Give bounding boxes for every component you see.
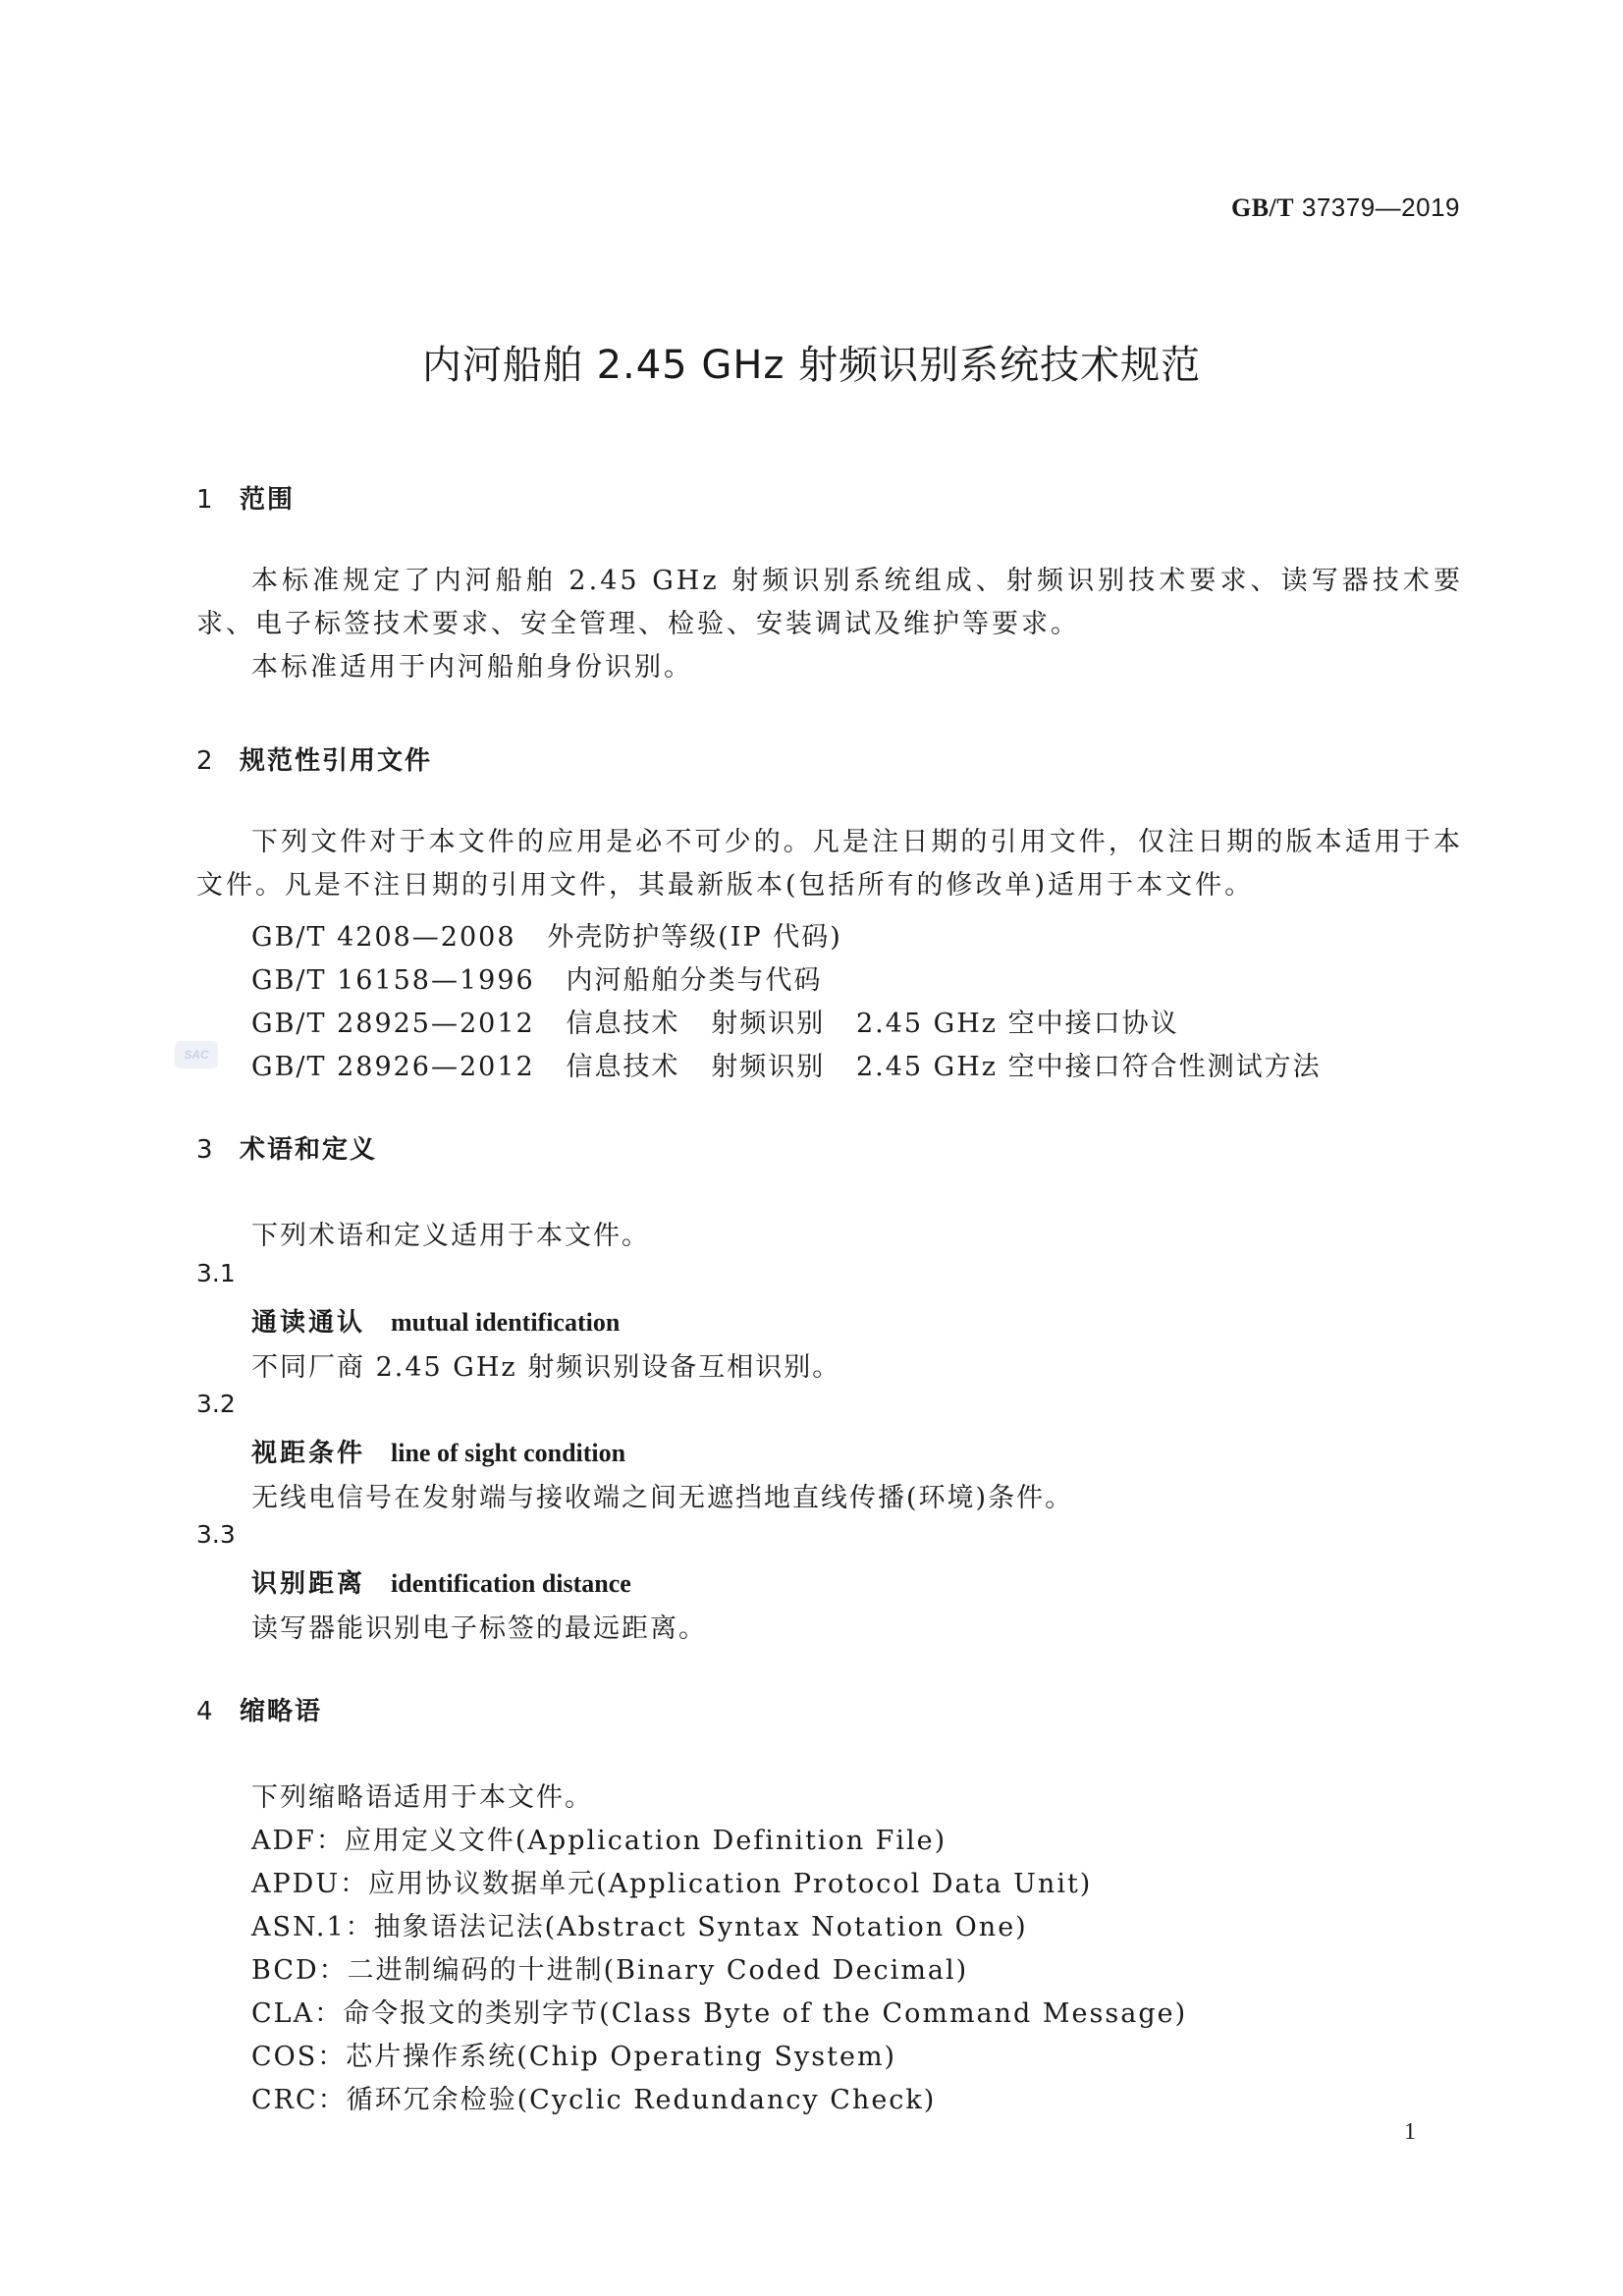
section-1-heading — [196, 479, 295, 516]
section-title: 规范性引用文件 — [240, 746, 433, 776]
section-4-heading — [196, 1691, 322, 1727]
abbreviation-item: BCD：二进制编码的十进制(Binary Coded Decimal) — [251, 1955, 969, 1986]
section-number: 1 — [196, 485, 215, 515]
term-definition: 读写器能识别电子标签的最远距离。 — [251, 1613, 707, 1644]
document-title: 内河船舶 2.45 GHz 射频识别系统技术规范 — [421, 343, 1202, 388]
term-heading — [251, 1433, 625, 1469]
section-number: 4 — [196, 1697, 215, 1726]
term-en: mutual identification — [391, 1308, 621, 1337]
section-2-heading — [196, 740, 432, 777]
abbreviation-item: CLA：命令报文的类别字节(Class Byte of the Command Message) — [251, 1998, 1188, 2029]
standard-prefix: GB/T — [1230, 193, 1295, 222]
abbreviations-intro: 下列缩略语适用于本文件。 — [251, 1782, 593, 1813]
reference-item: GB/T 16158—1996 内河船舶分类与代码 — [251, 965, 823, 996]
standard-number — [1231, 192, 1460, 223]
abbreviation-item: CRC：循环冗余检验(Cyclic Redundancy Check) — [251, 2085, 937, 2115]
term-heading — [251, 1563, 631, 1600]
section-3-heading — [196, 1129, 377, 1166]
term-en: identification distance — [391, 1569, 631, 1598]
sac-watermark-logo: SAC — [175, 1041, 218, 1068]
scope-applicability: 本标准适用于内河船舶身份识别。 — [251, 652, 693, 683]
page-number: 1 — [1404, 2119, 1416, 2145]
term-number: 3.3 — [196, 1520, 236, 1549]
abbreviation-item: ASN.1：抽象语法记法(Abstract Syntax Notation One) — [251, 1912, 1028, 1942]
section-title: 范围 — [240, 485, 296, 515]
term-zh: 视距条件 — [251, 1439, 366, 1468]
term-en: line of sight condition — [391, 1439, 626, 1467]
abbreviation-item: APDU：应用协议数据单元(Application Protocol Data Unit) — [251, 1869, 1093, 1899]
term-number: 3.2 — [196, 1390, 236, 1418]
section-number: 3 — [196, 1135, 215, 1165]
reference-item: GB/T 4208—2008 外壳防护等级(IP 代码) — [251, 922, 842, 953]
term-zh: 通读通认 — [251, 1308, 366, 1338]
term-definition: 不同厂商 2.45 GHz 射频识别设备互相识别。 — [251, 1352, 841, 1383]
term-number: 3.1 — [196, 1259, 236, 1287]
term-definition: 无线电信号在发射端与接收端之间无遮挡地直线传播(环境)条件。 — [251, 1483, 1074, 1513]
term-zh: 识别距离 — [251, 1569, 366, 1599]
terms-intro: 下列术语和定义适用于本文件。 — [251, 1221, 650, 1251]
reference-item: GB/T 28925—2012 信息技术 射频识别 2.45 GHz 空中接口协议 — [251, 1009, 1179, 1039]
reference-item: GB/T 28926—2012 信息技术 射频识别 2.45 GHz 空中接口符合性测试方法 — [251, 1052, 1322, 1082]
abbreviation-item: COS：芯片操作系统(Chip Operating System) — [251, 2042, 897, 2072]
section-title: 缩略语 — [240, 1697, 323, 1726]
section-title: 术语和定义 — [240, 1135, 378, 1165]
abbreviation-item: ADF：应用定义文件(Application Definition File) — [251, 1826, 947, 1856]
scope-paragraph: 本标准规定了内河船舶 2.45 GHz 射频识别系统组成、射频识别技术要求、读写器技术要求、电子标签技术要求、安全管理、检验、安装调试及维护等要求。 — [196, 566, 1463, 639]
standard-code: 37379—2019 — [1301, 192, 1460, 222]
references-intro: 下列文件对于本文件的应用是必不可少的。凡是注日期的引用文件，仅注日期的版本适用于本文件。凡是不注日期的引用文件，其最新版本(包括所有的修改单)适用于本文件。 — [196, 827, 1463, 901]
section-number: 2 — [196, 746, 215, 776]
term-heading — [251, 1302, 620, 1339]
